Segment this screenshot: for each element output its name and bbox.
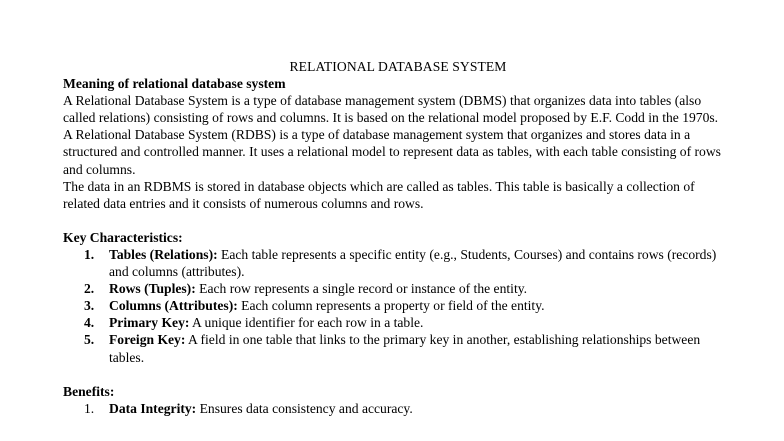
spacer	[63, 366, 733, 383]
list-item	[63, 280, 733, 297]
key-characteristics-heading: Key Characteristics:	[63, 229, 183, 245]
list-item-number: 4.	[84, 315, 95, 331]
list-item-term: Data Integrity:	[109, 400, 197, 416]
paragraph-3: The data in an RDBMS is stored in database objects which are called as tables. This table is basically a collection of related data entries and it consists of numerous columns and rows.	[63, 178, 695, 211]
list-item	[63, 314, 733, 331]
benefits-heading: Benefits:	[63, 383, 115, 399]
list-item-number: 1.	[84, 400, 95, 416]
list-item	[63, 331, 733, 365]
list-item-term: Foreign Key:	[109, 332, 186, 348]
document-title: RELATIONAL DATABASE SYSTEM	[289, 59, 507, 74]
paragraph-2: A Relational Database System (RDBS) is a type of database management system that organizes and stores data in a structured and controlled manner. It uses a relational model to represent data as tables, with each table consisting of rows and columns.	[63, 127, 721, 177]
paragraph-1: A Relational Database System is a type of database management system (DBMS) that organizes data into tables (also called relations) consisting of rows and columns. It is based on the relational model proposed by E.F. Codd in the 1970s.	[63, 93, 719, 126]
list-item	[63, 297, 733, 314]
list-item-term: Rows (Tuples):	[109, 281, 196, 297]
list-item-term: Tables (Relations):	[109, 246, 218, 262]
list-item-number: 1.	[84, 246, 95, 262]
list-item-text: Each row represents a single record or instance of the entity.	[195, 281, 528, 297]
list-item-text: Ensures data consistency and accuracy.	[196, 400, 413, 416]
list-item-text: Each column represents a property or field of the entity.	[237, 298, 545, 314]
document-page	[63, 58, 733, 417]
list-item-term: Primary Key:	[109, 315, 190, 331]
list-item	[63, 246, 733, 280]
list-item-text: Each table represents a specific entity (e.g., Students, Courses) and contains rows (records) and columns (attributes).	[109, 246, 717, 280]
list-item-text: A unique identifier for each row in a table.	[189, 315, 424, 331]
list-item-number: 2.	[84, 281, 95, 297]
meaning-heading: Meaning of relational database system	[63, 76, 286, 92]
key-characteristics-list	[63, 246, 733, 366]
list-item-number: 5.	[84, 332, 95, 348]
list-item	[63, 400, 733, 417]
list-item-text: A field in one table that links to the primary key in another, establishing relationships between tables.	[109, 332, 701, 365]
list-item-number: 3.	[84, 298, 95, 314]
spacer	[63, 212, 733, 229]
benefits-list	[63, 400, 733, 417]
list-item-term: Columns (Attributes):	[109, 298, 238, 314]
